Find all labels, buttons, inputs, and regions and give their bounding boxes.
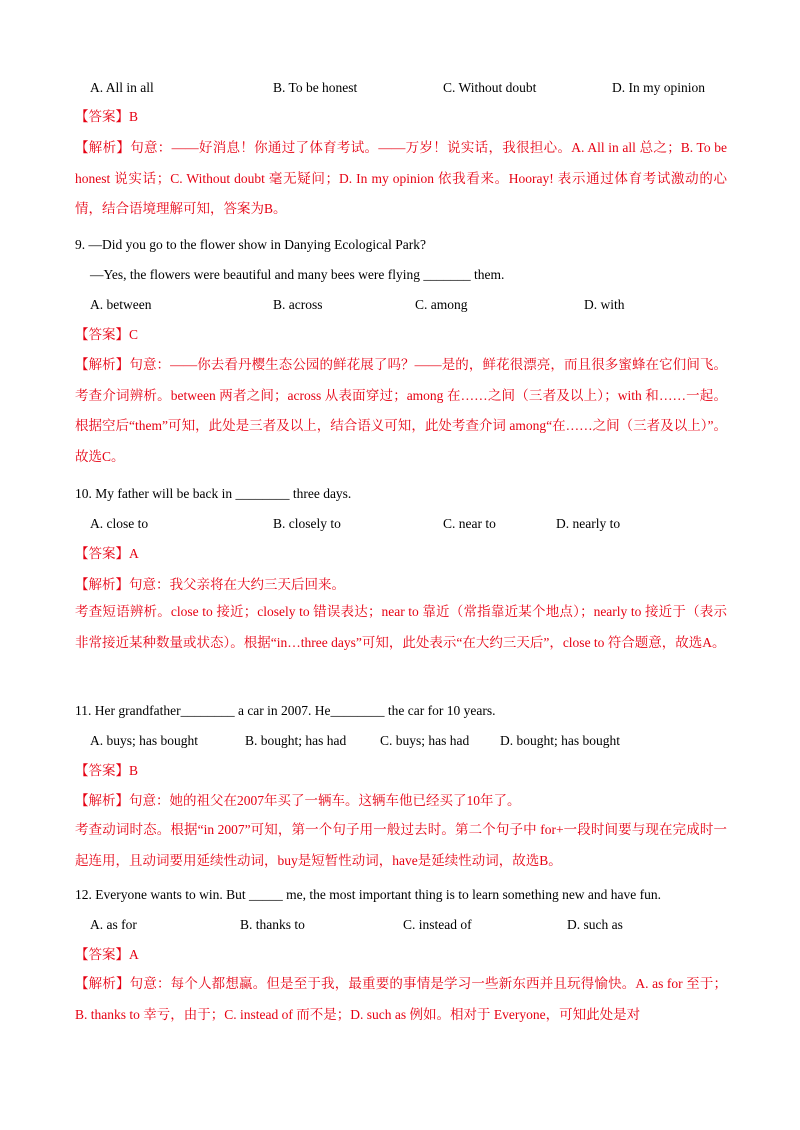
q9-option-c: C. among — [415, 297, 468, 312]
q10-analysis-line1: 【解析】句意：我父亲将在大约三天后回来。 — [75, 577, 345, 592]
q9-option-d: D. with — [584, 297, 625, 312]
q12-option-c: C. instead of — [403, 917, 472, 932]
q11-option-b: B. bought; has had — [245, 733, 347, 748]
q8-analysis: 【解析】句意：——好消息！你通过了体育考试。——万岁！说实话，我很担心。A. All in all 总之；B. To be honest 说实话；C. Without doubt 毫无疑问；D. In my opinion 依我看来。Hooray! 表示通过体育考试激动的心情，结合语境理解可知，答案为B。 — [75, 140, 727, 216]
q11-analysis-body: 考查动词时态。根据“in 2007”可知，第一个句子用一般过去时。第二个句子中 for+一段时间要与现在完成时一起连用，且动词要用延续性动词，buy是短暂性动词，have是延续性动词，故选B。 — [75, 822, 727, 868]
q9-option-b: B. across — [273, 297, 323, 312]
q10-option-c: C. near to — [443, 516, 496, 531]
q10-stem: 10. My father will be back in ________ three days. — [75, 486, 352, 501]
q11-answer: 【答案】B — [75, 763, 139, 778]
q11-analysis-line1: 【解析】句意：她的祖父在2007年买了一辆车。这辆车他已经买了10年了。 — [75, 793, 521, 808]
q10-option-b: B. closely to — [273, 516, 341, 531]
q11-stem: 11. Her grandfather________ a car in 2007. He________ the car for 10 years. — [75, 703, 496, 718]
q10-analysis-body: 考查短语辨析。close to 接近；closely to 错误表达；near to 靠近（常指靠近某个地点）；nearly to 接近于（表示非常接近某种数量或状态）。根据“in…three days”可知，此处表示“在大约三天后”，close to 符合题意，故选A。 — [75, 604, 727, 650]
q9-stem-line1: 9. —Did you go to the flower show in Danying Ecological Park? — [75, 237, 426, 252]
q8-option-b: B. To be honest — [273, 80, 358, 95]
q9-answer: 【答案】C — [75, 327, 139, 342]
q11-option-d: D. bought; has bought — [500, 733, 620, 748]
q12-analysis: 【解析】句意：每个人都想赢。但是至于我，最重要的事情是学习一些新东西并且玩得愉快。A. as for 至于；B. thanks to 幸亏，由于；C. instead of 而不是；D. such as 例如。相对于 Everyone，可知此处是对 — [75, 976, 727, 1022]
q12-option-d: D. such as — [567, 917, 623, 932]
q12-stem: 12. Everyone wants to win. But _____ me, the most important thing is to learn something new and have fun. — [75, 887, 662, 902]
q12-option-a: A. as for — [90, 917, 137, 932]
q9-stem-line2: —Yes, the flowers were beautiful and many bees were flying _______ them. — [90, 267, 505, 282]
q8-option-d: D. In my opinion — [612, 80, 705, 95]
q10-option-a: A. close to — [90, 516, 149, 531]
q12-answer: 【答案】A — [75, 947, 139, 962]
q9-analysis: 【解析】句意：——你去看丹樱生态公园的鲜花展了吗？——是的，鲜花很漂亮，而且很多蜜蜂在它们间飞。考查介词辨析。between 两者之间；across 从表面穿过；among 在……之间（三者及以上）；with 和……一起。根据空后“them”可知，此处是三者及以上，结合语义可知，此处考查介词 among“在……之间（三者及以上）”。故选C。 — [75, 357, 727, 464]
q8-answer: 【答案】B — [75, 109, 139, 124]
q10-answer: 【答案】A — [75, 546, 139, 561]
q8-option-a: A. All in all — [90, 80, 154, 95]
q10-option-d: D. nearly to — [556, 516, 621, 531]
q9-option-a: A. between — [90, 297, 152, 312]
q12-option-b: B. thanks to — [240, 917, 305, 932]
q11-option-c: C. buys; has had — [380, 733, 470, 748]
q8-option-c: C. Without doubt — [443, 80, 537, 95]
q11-option-a: A. buys; has bought — [90, 733, 198, 748]
